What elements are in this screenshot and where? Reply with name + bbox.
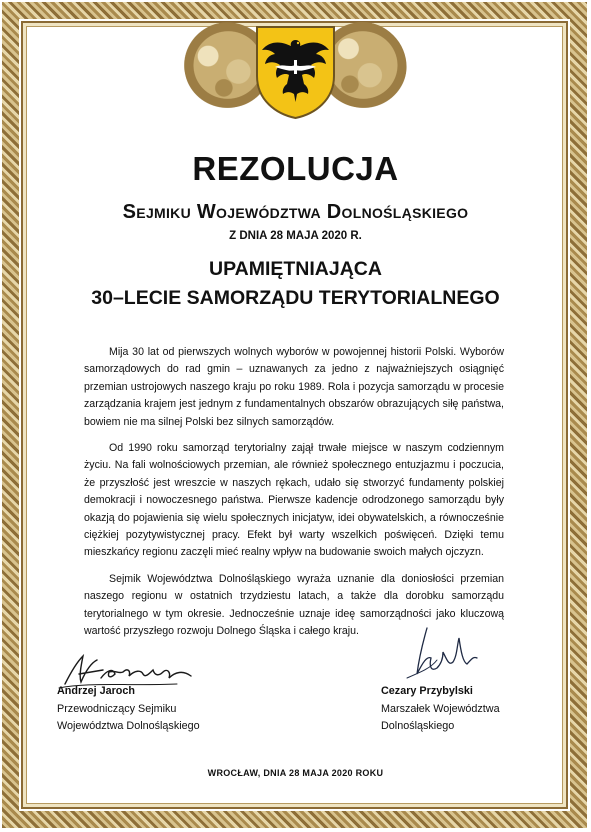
lower-silesia-eagle-crest-icon — [253, 24, 338, 120]
signatory-role: Województwa Dolnośląskiego — [57, 720, 200, 733]
paragraph-2 — [84, 440, 504, 562]
paragraph-text: Mija 30 lat od pierwszych wolnych wyborów w powojennej historii Polski. Wyborów samorządowych do rad gmin – uznawanych za jedno z najważniejszych osiągnięć przemian ustrojowych naszego kraju po roku 1989. Rola i pozycja samorządu w procesie zarządzania krajem jest jednym z fundamentalnych obszarów obrazujących siłę państwa, bowiem nie ma silnej Polski bez silnych samorządów. — [84, 346, 504, 428]
document-title: REZOLUCJA — [192, 150, 399, 187]
crest-ornament — [190, 2, 401, 118]
signatory-name: Andrzej Jaroch — [57, 685, 135, 697]
paragraph-text: Sejmik Województwa Dolnośląskiego wyraża uznanie dla doniosłości przemian naszego regionu w ostatnich trzydziestu latach, a także dla dorobku samorządu terytorialnego w tym okresie. Jednocześnie uznaje ideę samorządności jako kluczową wartość przyszłego rozwoju Dolnego Śląska i całego kraju. — [84, 573, 504, 638]
paragraph-1 — [84, 344, 504, 431]
signatory-right — [381, 683, 500, 736]
signatory-role: Przewodniczący Sejmiku — [57, 702, 177, 715]
issuing-body: Sejmiku Województwa Dolnośląskiego — [122, 201, 469, 223]
place-and-date: WROCŁAW, DNIA 28 MAJA 2020 ROKU — [207, 768, 384, 778]
heading-line-1: UPAMIĘTNIAJĄCA — [209, 258, 382, 280]
signatory-name: Cezary Przybylski — [381, 685, 473, 697]
signatory-role: Marszałek Województwa — [381, 702, 500, 715]
signatory-role: Dolnośląskiego — [381, 720, 455, 733]
signatory-left — [57, 683, 200, 736]
heading-line-2: 30–LECIE SAMORZĄDU TERYTORIALNEGO — [91, 287, 500, 309]
resolution-date: Z DNIA 28 MAJA 2020 R. — [229, 230, 362, 242]
handwritten-signature-right — [397, 622, 487, 688]
paragraph-text: Od 1990 roku samorząd terytorialny zajął trwałe miejsce w naszym codziennym życiu. Na fali wolnościowych przemian, ale również społecznego entuzjazmu i poczucia, że przyszłość jest wreszcie w naszych rękach, udało się stworzyć fundamenty polskiej demokracji i nowoczesnego państwa. Pierwsze kadencje odrodzonego samorządu były okazją do pojawienia się wielu społecznych inicjatyw, idei obywatelskich, a równocześnie ciężkiej pozytywistycznej pracy. Efekt był warty wszelkich poświęceń. Dzięki temu mieszkańcy regionu zaczęli mieć realny wpływ na budowanie swoich małych ojczyzn. — [84, 442, 504, 559]
